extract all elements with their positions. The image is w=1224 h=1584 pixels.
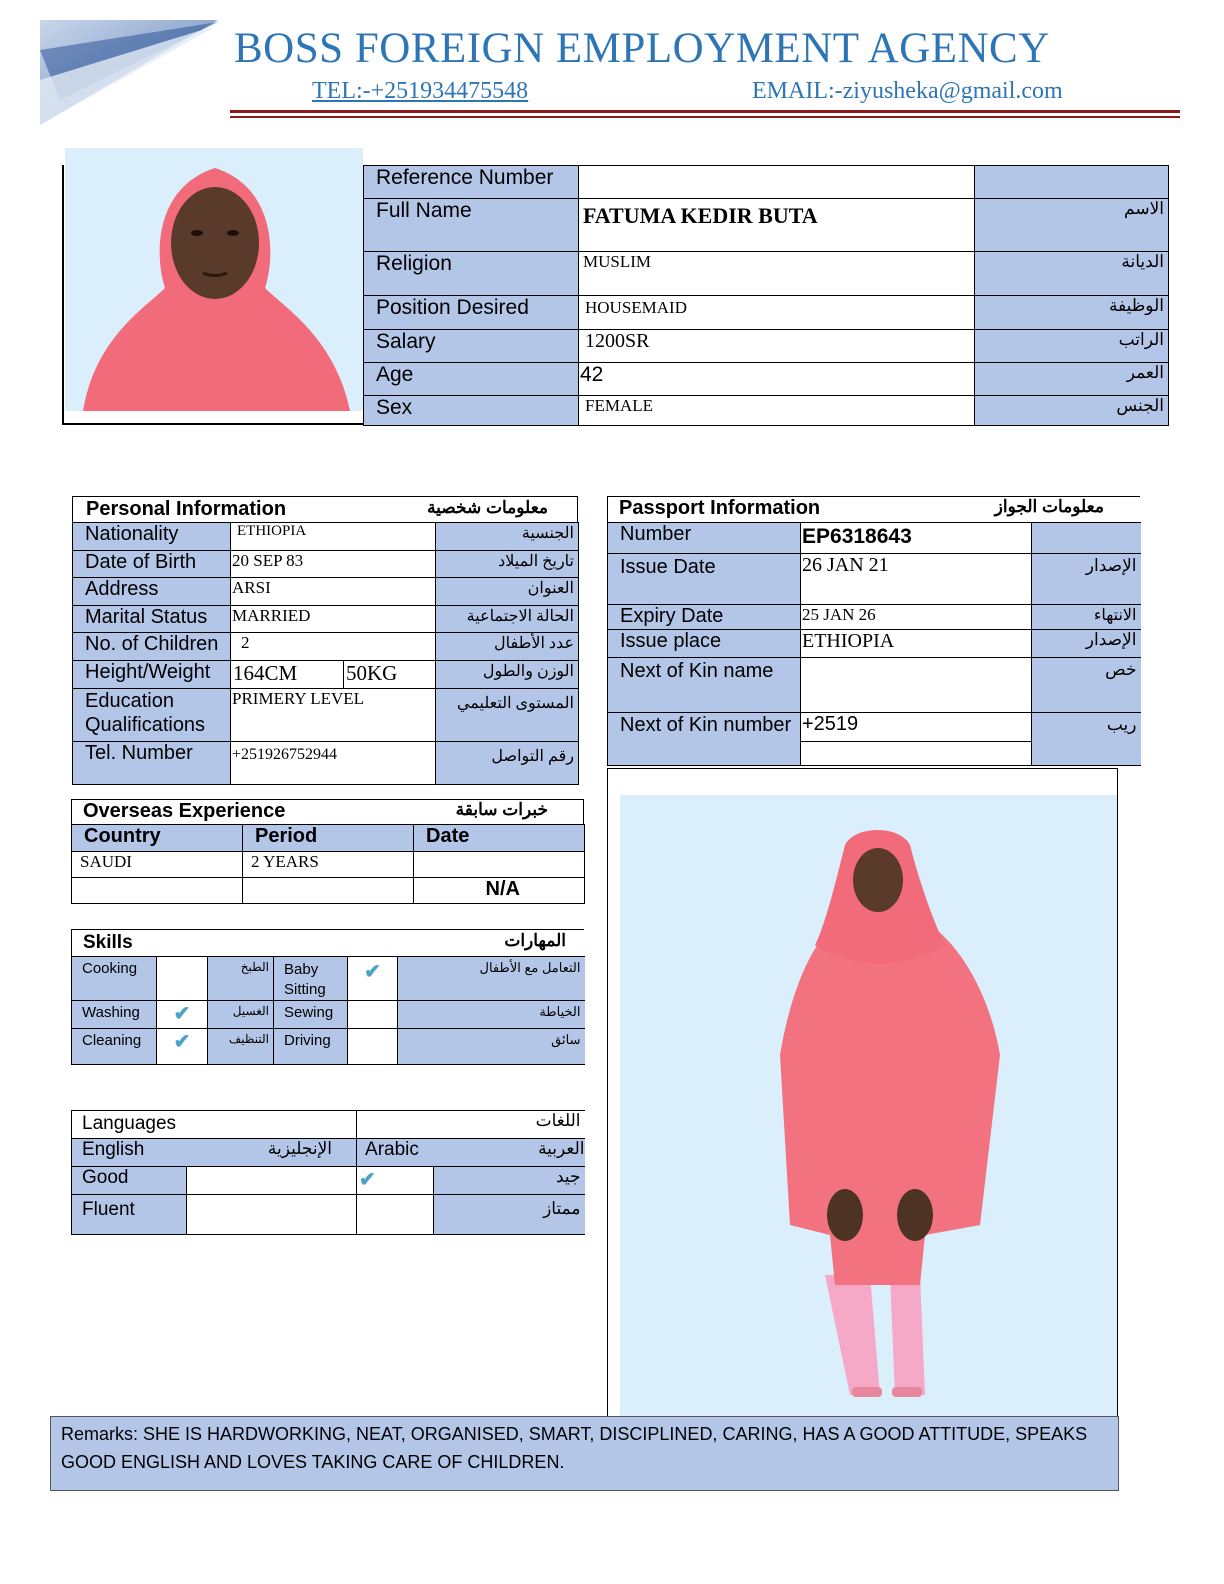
personal-info-section [72,496,578,788]
skills-title-ar: المهارات [504,931,566,950]
agency-name: BOSS FOREIGN EMPLOYMENT AGENCY [234,25,1050,72]
portrait-frame-line [62,165,64,425]
issue-date-value: 26 JAN 21 [801,554,1032,605]
level-fluent-ar: ممتاز [434,1195,585,1235]
full-name-ar: الاسم [975,199,1169,252]
language-english: English [82,1139,145,1160]
children-label: No. of Children [73,633,231,661]
english-fluent-cell [187,1195,357,1235]
kin-name-value [801,658,1032,713]
agency-email: EMAIL:-ziyusheka@gmail.com [752,78,1063,104]
header-rule-thin [230,116,1180,118]
tel-label: Tel. Number [73,742,231,785]
address-label: Address [73,578,231,606]
skill-cooking-ar: الطبخ [208,957,274,1001]
full-body-photo [620,795,1117,1418]
skill-cleaning-ar: التنظيف [208,1029,274,1065]
passport-info-section [607,496,1140,768]
portrait-photo [65,148,363,411]
skill-baby-sitting-ar: التعامل مع الأطفال [398,957,585,1001]
expiry-date-ar: الانتهاء [1032,605,1141,630]
address-value: ARSI [231,578,436,606]
overseas-col-country: Country [72,825,243,852]
skills-table [71,956,585,1065]
overseas-period: 2 YEARS [243,852,414,878]
english-good-cell [187,1167,357,1195]
sex-label: Sex [364,396,579,426]
full-name-value: FATUMA KEDIR BUTA [579,199,975,252]
height-weight-ar: الوزن والطول [436,661,579,689]
kin-number-ar: ريب [1032,713,1141,766]
reference-number-ar [975,166,1169,199]
agency-phone-link[interactable]: TEL:-+251934475548 [312,78,529,104]
skill-driving-ar: سائق [398,1029,585,1065]
remarks-text: Remarks: SHE IS HARDWORKING, NEAT, ORGANISED, SMART, DISCIPLINED, CARING, HAS A GOOD ATTITUDE, SPEAKS GOOD ENGLISH AND LOVES TAKING CARE OF CHILDREN. [61,1424,1088,1472]
portrait-frame-bottom [62,423,364,425]
education-ar: المستوى التعليمي [436,689,579,742]
position-value: HOUSEMAID [579,296,975,330]
dob-label: Date of Birth [73,551,231,578]
overseas-row [72,878,585,904]
full-name-label: Full Name [364,199,579,252]
kin-name-ar: خص [1032,658,1141,713]
age-ar: العمر [975,363,1169,396]
skills-title: Skills [83,932,133,953]
religion-ar: الديانة [975,252,1169,296]
expiry-date-label: Expiry Date [608,605,801,630]
reference-number-label: Reference Number [364,166,579,199]
passport-info-table [607,522,1141,766]
languages-section [71,1110,584,1235]
education-label: Education Qualifications [73,689,231,742]
nationality-ar: الجنسية [436,523,579,551]
salary-ar: الراتب [975,330,1169,363]
overseas-table [71,824,585,904]
arabic-good-check-icon: ✔ [359,1169,376,1191]
personal-info-title-ar: معلومات شخصية [427,498,548,517]
kin-name-label: Next of Kin name [608,658,801,713]
passport-info-title-ar: معلومات الجواز [994,497,1104,516]
remarks-box [50,1416,1119,1491]
expiry-date-value: 25 JAN 26 [801,605,1032,630]
languages-title-ar: اللغات [357,1111,585,1139]
marital-ar: الحالة الاجتماعية [436,606,579,633]
language-english-ar: الإنجليزية [267,1139,333,1158]
arabic-fluent-cell [357,1195,434,1235]
skill-cleaning-check-icon: ✔ [173,1031,191,1053]
sex-value: FEMALE [579,396,975,426]
tel-ar: رقم التواصل [436,742,579,785]
skill-washing-ar: الغسيل [208,1001,274,1029]
passport-number-value: EP6318643 [801,523,1032,554]
issue-place-ar: الإصدار [1032,630,1141,658]
issue-place-value: ETHIOPIA [801,630,1032,658]
tel-value: +251926752944 [231,742,436,785]
passport-info-title: Passport Information [619,497,821,519]
overseas-period [243,878,414,904]
skill-driving-label: Driving [274,1029,348,1065]
issue-date-label: Issue Date [608,554,801,605]
language-arabic: Arabic [365,1139,419,1160]
overseas-col-period: Period [243,825,414,852]
skill-sewing-ar: الخياطة [398,1001,585,1029]
position-label: Position Desired [364,296,579,330]
religion-label: Religion [364,252,579,296]
overseas-col-date: Date [414,825,585,852]
main-info-table [363,165,1169,426]
weight-value: 50KG [346,661,398,685]
issue-place-label: Issue place [608,630,801,658]
skill-sewing-label: Sewing [274,1001,348,1029]
overseas-row [72,852,585,878]
children-value: 2 [231,633,436,661]
dob-ar: تاريخ الميلاد [436,551,579,578]
education-value: PRIMERY LEVEL [231,689,436,742]
salary-value: 1200SR [579,330,975,363]
skill-cleaning-label: Cleaning [72,1029,157,1065]
overseas-country: SAUDI [72,852,243,878]
nationality-value: ETHIOPIA [231,523,436,551]
kin-number-label: Next of Kin number [608,713,801,766]
children-ar: عدد الأطفال [436,633,579,661]
nationality-label: Nationality [73,523,231,551]
agency-logo [40,20,220,130]
overseas-date [414,852,585,878]
religion-value: MUSLIM [579,252,975,296]
marital-label: Marital Status [73,606,231,633]
overseas-country [72,878,243,904]
level-fluent-label: Fluent [72,1195,187,1235]
personal-info-title: Personal Information [86,498,287,520]
skill-baby-sitting-check-icon: ✔ [364,961,381,983]
position-ar: الوظيفة [975,296,1169,330]
dob-value: 20 SEP 83 [231,551,436,578]
header-rule [230,110,1180,113]
overseas-section [71,799,584,904]
reference-number-value [579,166,975,199]
kin-number-value: +2519 [801,713,1031,742]
height-weight-label: Height/Weight [73,661,231,689]
age-value: 42 [579,363,975,396]
skill-baby-sitting-label: Baby Sitting [274,957,348,1001]
skill-cooking-label: Cooking [72,957,157,1001]
overseas-title-ar: خبرات سابقة [455,800,548,819]
passport-number-label: Number [608,523,801,554]
height-value: 164CM [231,661,344,688]
issue-date-ar: الإصدار [1032,554,1141,605]
age-label: Age [364,363,579,396]
languages-title: Languages [72,1111,357,1139]
level-good-label: Good [72,1167,187,1195]
sex-ar: الجنس [975,396,1169,426]
skill-washing-label: Washing [72,1001,157,1029]
skill-washing-check-icon: ✔ [173,1003,191,1025]
salary-label: Salary [364,330,579,363]
marital-value: MARRIED [231,606,436,633]
overseas-title: Overseas Experience [83,800,286,822]
passport-number-ar [1032,523,1141,554]
personal-info-table [72,522,579,785]
address-ar: العنوان [436,578,579,606]
overseas-date: N/A [414,878,585,904]
level-good-ar: جيد [434,1167,585,1195]
language-arabic-ar: العربية [538,1139,585,1158]
skills-section [71,929,584,1066]
languages-table [71,1110,585,1235]
